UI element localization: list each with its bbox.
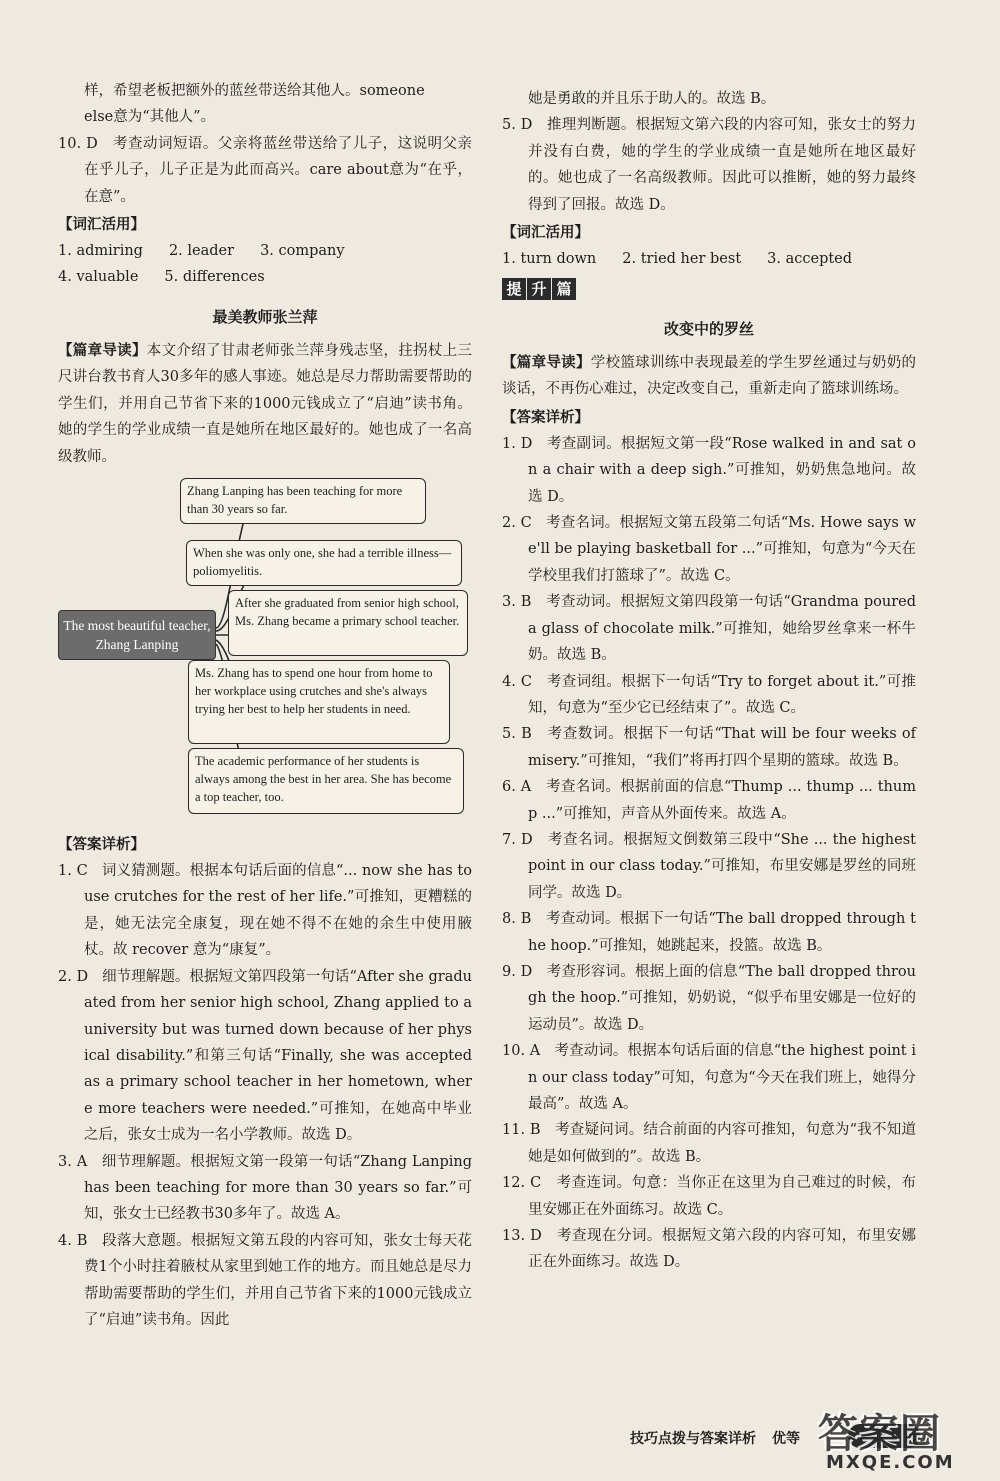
vocab-row xyxy=(502,246,916,272)
mind-map-node-4: Ms. Zhang has to spend one hour from home to her workplace using crutches and she's always trying her best to help her students in need. xyxy=(188,660,450,744)
answer-item-1 xyxy=(58,858,472,964)
answer-item-12 xyxy=(502,1170,916,1223)
guide-label: 【篇章导读】 xyxy=(502,354,591,372)
vocab-item: 5. differences xyxy=(164,269,265,286)
watermark-logo-text: 答案圈 xyxy=(818,1411,941,1457)
answer-item-13 xyxy=(502,1223,916,1276)
vocab-header: 【词汇活用】 xyxy=(58,216,145,234)
vocab-item: 3. company xyxy=(260,243,345,260)
footer-brand: 优等 xyxy=(772,1431,800,1447)
answer-item-3 xyxy=(502,589,916,668)
vocab-header: 【词汇活用】 xyxy=(502,224,589,242)
page-footer xyxy=(630,1428,800,1448)
site-watermark xyxy=(818,1400,988,1476)
banner-char: 篇 xyxy=(552,278,576,300)
answer-text: 词义猜测题。根据本句话后面的信息“... now she has to use crutches for the rest of her life.”可推知，更糟糕的是，她无法完全康复，现在她不得不在她的余生中使用腋杖。故 recover 意为“康复”。 xyxy=(84,863,472,959)
answer-text: 考查疑问词。结合前面的内容可推知，句意为“我不知道她是如何做到的”。故选 B。 xyxy=(528,1122,916,1165)
guide-text: 本文介绍了甘肃老师张兰萍身残志坚，拄拐杖上三尺讲台教书育人30多年的感人事迹。她总是尽力帮助需要帮助的学生们，并用自己节省下来的1000元钱成立了“启迪”读书角。她的学生的学业成绩一直是她所在地区最好的。她也成了一名高级教师。 xyxy=(58,343,473,465)
answer-item-4 xyxy=(58,1228,472,1334)
answer-item-9 xyxy=(502,959,916,1038)
answer-text: 段落大意题。根据短文第五段的内容可知，张女士每天花费1个小时拄着腋杖从家里到她工作的地方。而且她总是尽力帮助需要帮助的学生们，并用自己节省下来的1000元钱成立了“启迪”读书角。因此 xyxy=(84,1232,472,1328)
vocab-item: 4. valuable xyxy=(58,269,139,286)
answer-label: 7. D xyxy=(502,831,533,848)
continued-line: 她是勇敢的并且乐于助人的。故选 B。 xyxy=(528,91,776,107)
answer-item-11 xyxy=(502,1117,916,1170)
answer-text: 考查动词。根据短文第四段第一句话“Grandma poured a glass of chocolate milk.”可推知，她给罗丝拿来一杯牛奶。故选 B。 xyxy=(528,594,916,664)
intro-line-1: 样，希望老板把额外的蓝丝带送给其他人。someone xyxy=(84,83,425,99)
answer-label: 12. C xyxy=(502,1175,542,1192)
answer-label: 2. D xyxy=(58,968,89,985)
vocab-item: 1. admiring xyxy=(58,243,143,260)
answer-text: 考查动词短语。父亲将蓝丝带送给了儿子，这说明父亲在乎儿子，儿子正是为此而高兴。care about意为“在乎，在意”。 xyxy=(84,135,473,205)
answer-label: 11. B xyxy=(502,1122,541,1139)
answer-text: 细节理解题。根据短文第四段第一句话“After she graduated from her senior high school, Zhang applied to a university but was turned down because of her physical disability.”和第三句话“Finally, she was accepted as a primary school teacher in her hometown, where more teachers were needed.”可推知，在她高中毕业之后，张女士成为一名小学教师。故选 D。 xyxy=(84,968,472,1144)
answer-item-2 xyxy=(58,964,472,1149)
answer-label: 1. C xyxy=(58,863,88,880)
mind-map-root: The most beautiful teacher, Zhang Lanping xyxy=(58,610,216,660)
answer-text: 考查形容词。根据上面的信息“The ball dropped through the hoop.”可推知，奶奶说，“似乎布里安娜是一位好的运动员”。故选 D。 xyxy=(528,963,916,1033)
guide-paragraph xyxy=(502,350,916,403)
vocab-row-2 xyxy=(58,264,472,290)
answer-label: 5. B xyxy=(502,726,532,743)
footer-title: 技巧点拨与答案详析 xyxy=(630,1431,756,1447)
answer-text: 考查数词。根据下一句话“That will be four weeks of misery.”可推知，“我们”将再打四个星期的篮球。故选 B。 xyxy=(528,726,917,769)
mind-map-node-5: The academic performance of her students is always among the best in her area. She has become a top teacher, too. xyxy=(188,748,464,814)
vocab-item: 2. tried her best xyxy=(622,251,742,268)
vocab-item: 1. turn down xyxy=(502,251,597,268)
answer-item-2 xyxy=(502,510,916,589)
answer-item-1 xyxy=(502,431,916,510)
answer-text: 考查动词。根据下一句话“The ball dropped through the hoop.”可推知，她跳起来，投篮。故选 B。 xyxy=(528,911,916,954)
banner-char: 提 xyxy=(502,278,526,300)
mind-map xyxy=(58,478,472,826)
answer-label: 6. A xyxy=(502,779,532,796)
answer-text: 考查词组。根据下一句话“Try to forget about it.”可推知，句意为“至少它已经结束了”。故选 C。 xyxy=(528,673,917,716)
answer-text: 考查名词。根据短文第五段第二句话“Ms. Howe says we'll be playing basketball for ...”可推知，句意为“今天在学校里我们打篮球了”。故选 C。 xyxy=(528,515,917,584)
answer-label: 2. C xyxy=(502,515,532,532)
answer-label: 10. D xyxy=(58,135,98,152)
answer-label: 8. B xyxy=(502,911,532,928)
answer-item-7 xyxy=(502,827,916,906)
intro-line-2: else意为“其他人”。 xyxy=(84,109,216,126)
guide-text: 学校篮球训练中表现最差的学生罗丝通过与奶奶的谈话，不再伤心难过，决定改变自己，重新走向了篮球训练场。 xyxy=(502,355,917,398)
answer-label: 1. D xyxy=(502,435,533,452)
answers-header: 【答案详析】 xyxy=(502,408,589,426)
article-title: 最美教师张兰萍 xyxy=(212,308,318,327)
vocab-row-1 xyxy=(58,238,472,264)
answer-item-10 xyxy=(58,131,472,210)
answer-label: 4. B xyxy=(58,1232,88,1249)
guide-paragraph xyxy=(58,338,472,470)
answer-item-5 xyxy=(502,112,916,218)
mind-map-node-2: When she was only one, she had a terrible illness— poliomyelitis. xyxy=(186,540,462,586)
section-banner xyxy=(502,278,577,300)
answer-label: 5. D xyxy=(502,117,533,134)
answer-text: 考查动词。根据本句话后面的信息“the highest point in our class today”可知，句意为“今天在我们班上，她得分最高”。故选 A。 xyxy=(528,1043,916,1112)
answer-item-4 xyxy=(502,669,916,722)
left-column xyxy=(58,78,472,1333)
answer-label: 10. A xyxy=(502,1043,541,1060)
right-column xyxy=(502,86,916,1276)
watermark-url: MXQE.COM xyxy=(826,1452,955,1473)
answer-label: 13. D xyxy=(502,1228,542,1245)
answer-item-3 xyxy=(58,1149,472,1228)
guide-label: 【篇章导读】 xyxy=(58,342,147,360)
answer-text: 考查副词。根据短文第一段“Rose walked in and sat on a chair with a deep sigh.”可推知，奶奶焦急地问。故选 D。 xyxy=(528,435,916,505)
answer-list xyxy=(502,431,916,1276)
vocab-item: 2. leader xyxy=(168,243,235,260)
answer-label: 3. B xyxy=(502,594,532,611)
answer-item-6 xyxy=(502,774,916,827)
article-title: 改变中的罗丝 xyxy=(663,320,754,339)
answer-item-8 xyxy=(502,906,916,959)
answer-text: 细节理解题。根据短文第一段第一句话“Zhang Lanping has been teaching for more than 30 years so far.”可知，张女士已经教书30多年了。故选 A。 xyxy=(84,1153,472,1223)
answer-text: 考查连词。句意：当你正在这里为自己难过的时候，布里安娜正在外面练习。故选 C。 xyxy=(528,1175,917,1218)
answers-header: 【答案详析】 xyxy=(58,836,145,854)
vocab-item: 3. accepted xyxy=(767,251,853,268)
answer-text: 考查名词。根据短文倒数第三段中“She ... the highest point in our class today.”可推知，布里安娜是罗丝的同班同学。故选 D。 xyxy=(528,831,916,901)
answer-text: 推理判断题。根据短文第六段的内容可知，张女士的努力并没有白费，她的学生的学业成绩一直是她所在地区最好的。她也成了一名高级教师。因此可以推断，她的努力最终得到了回报。故选 D。 xyxy=(528,117,917,213)
mind-map-node-1: Zhang Lanping has been teaching for more than 30 years so far. xyxy=(180,478,426,524)
answer-label: 3. A xyxy=(58,1153,88,1170)
mind-map-node-3: After she graduated from senior high school, Ms. Zhang became a primary school teacher. xyxy=(228,590,468,656)
answer-label: 9. D xyxy=(502,963,533,980)
answer-text: 考查现在分词。根据短文第六段的内容可知，布里安娜正在外面练习。故选 D。 xyxy=(528,1228,917,1271)
answer-item-5 xyxy=(502,721,916,774)
banner-char: 升 xyxy=(527,278,551,300)
answer-text: 考查名词。根据前面的信息“Thump ... thump ... thump ...”可推知，声音从外面传来。故选 A。 xyxy=(528,779,916,822)
answer-label: 4. C xyxy=(502,673,532,690)
answer-item-10 xyxy=(502,1038,916,1117)
